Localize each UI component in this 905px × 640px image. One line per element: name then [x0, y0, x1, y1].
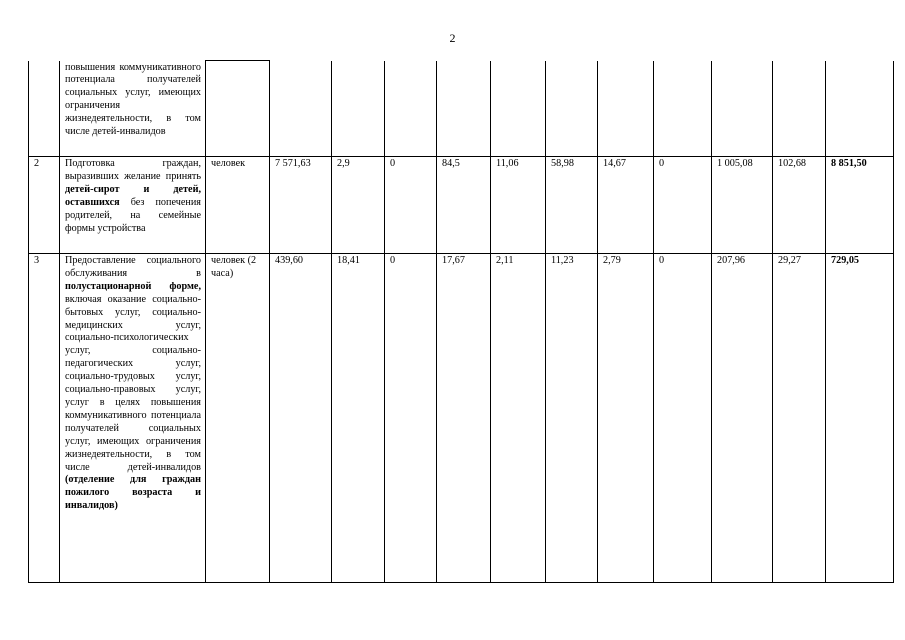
description-text: Предоставление социального обслуживания в [65, 255, 201, 279]
value-cell: 17,67 [437, 254, 491, 583]
total-cell: 729,05 [826, 254, 894, 583]
page-number: 2 [449, 31, 456, 45]
description-text: Подготовка граждан, выразивших желание принять [65, 158, 201, 182]
value-cell: 7 571,63 [270, 157, 332, 254]
value-cell: 58,98 [546, 157, 598, 254]
value-cell [654, 61, 712, 157]
table-row [29, 254, 894, 583]
value-cell: 14,67 [598, 157, 654, 254]
row-number-cell: 3 [29, 254, 60, 583]
value-cell [546, 61, 598, 157]
value-cell: 29,27 [773, 254, 826, 583]
value-cell: 18,41 [332, 254, 385, 583]
value-cell: 207,96 [712, 254, 773, 583]
value-cell [773, 61, 826, 157]
description-bold-text: детей-сирот и детей, оставшихся [65, 183, 201, 208]
unit-cell [206, 61, 270, 157]
value-cell: 11,23 [546, 254, 598, 583]
value-cell: 0 [654, 254, 712, 583]
row-number-cell: 2 [29, 157, 60, 254]
value-cell [598, 61, 654, 157]
description-text: включая оказание социально-бытовых услуг, социально-медицинских услуг, социально-психологических услуг, социально-педагогических услуг, социально-трудовых услуг, социально-правовых услуг, услуг в целях повышения коммуникативного потенциала получателей социальных услуг, имеющих ограничения жизнедеятельности, в том числе детей-инвалидов [65, 293, 201, 473]
value-cell: 2,79 [598, 254, 654, 583]
service-description-cell [60, 254, 206, 583]
total-cell [826, 61, 894, 157]
value-cell [385, 61, 437, 157]
value-cell: 1 005,08 [712, 157, 773, 254]
value-cell: 11,06 [491, 157, 546, 254]
value-cell: 2,9 [332, 157, 385, 254]
value-cell [491, 61, 546, 157]
description-text: без попечения родителей, на семейные формы устройства [65, 196, 201, 234]
value-cell: 0 [385, 157, 437, 254]
value-cell: 2,11 [491, 254, 546, 583]
description-bold-text: полустационарной форме, [65, 280, 201, 292]
table-row-continuation [29, 61, 894, 157]
service-description-cell [60, 157, 206, 254]
description-text: повышения коммуникативного потенциала получателей социальных услуг, имеющих ограничения жизнедеятельности, в том числе детей-инвалидов [65, 61, 201, 138]
unit-cell: человек [206, 157, 270, 254]
value-cell [270, 61, 332, 157]
value-cell [712, 61, 773, 157]
unit-cell: человек (2 часа) [206, 254, 270, 583]
value-cell: 84,5 [437, 157, 491, 254]
value-cell [437, 61, 491, 157]
total-cell: 8 851,50 [826, 157, 894, 254]
description-bold-text: (отделение для граждан пожилого возраста и инвалидов) [65, 474, 201, 512]
value-cell: 0 [654, 157, 712, 254]
table-row [29, 157, 894, 254]
cost-table [28, 60, 894, 583]
row-number-cell [29, 61, 60, 157]
value-cell: 439,60 [270, 254, 332, 583]
value-cell: 102,68 [773, 157, 826, 254]
value-cell: 0 [385, 254, 437, 583]
service-description-cell [60, 61, 206, 157]
value-cell [332, 61, 385, 157]
